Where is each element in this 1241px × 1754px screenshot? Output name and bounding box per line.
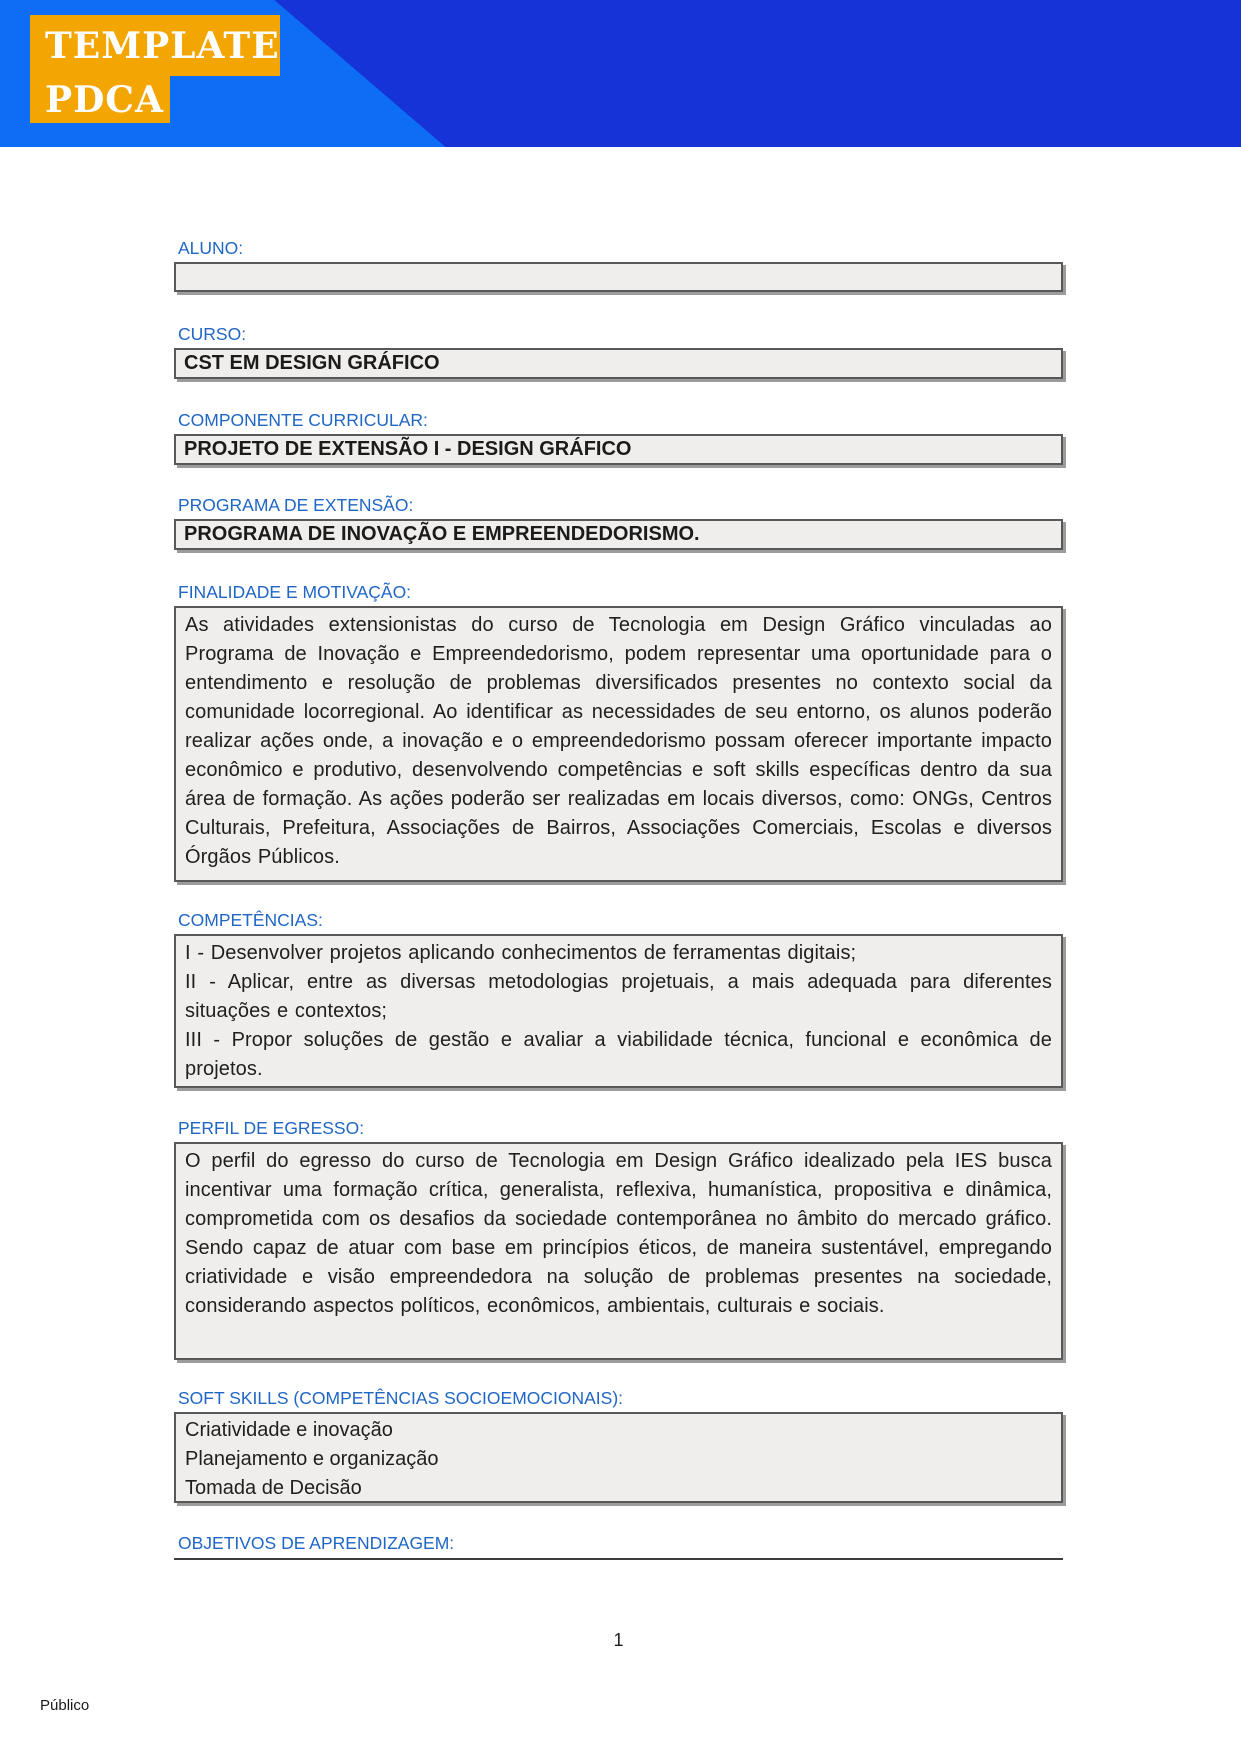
field-perfil-egresso	[174, 1117, 1063, 1360]
field-soft-skills-input[interactable]	[174, 1412, 1063, 1503]
field-aluno-label: ALUNO:	[178, 238, 244, 258]
field-programa-input[interactable]	[174, 519, 1063, 550]
field-programa-value: PROGRAMA DE INOVAÇÃO E EMPREENDEDORISMO.	[184, 523, 700, 545]
objetivos-divider-line	[174, 1558, 1063, 1560]
badge-line-pdca: PDCA	[30, 76, 170, 123]
soft-skill-item-1: Criatividade e inovação	[185, 1419, 393, 1441]
soft-skill-item-2: Planejamento e organização	[185, 1448, 439, 1470]
field-programa-label: PROGRAMA DE EXTENSÃO:	[178, 495, 414, 515]
competencia-item-1: I - Desenvolver projetos aplicando conhecimentos de ferramentas digitais;	[185, 942, 857, 964]
field-curso	[174, 323, 1063, 379]
classification-label: Público	[40, 1697, 90, 1714]
field-competencias	[174, 909, 1063, 1088]
field-aluno-input[interactable]	[174, 262, 1063, 292]
perfil-paragraph: O perfil do egresso do curso de Tecnologia em Design Gráfico idealizado pela IES busca incentivar uma formação crítica, generalista, reflexiva, humanística, propositiva e dinâmica, comprometida com os desafios da sociedade contemporânea no âmbito do mercado gráfico. Sendo capaz de atuar com base em princípios éticos, de maneira sustentável, empregando criatividade e visão empreendedora na solução de problemas presentes na sociedade, considerando aspectos políticos, econômicos, ambientais, culturais e sociais.	[185, 1150, 1052, 1317]
field-componente-label: COMPONENTE CURRICULAR:	[178, 410, 428, 430]
field-perfil-input[interactable]	[174, 1142, 1063, 1360]
field-competencias-input[interactable]	[174, 934, 1063, 1088]
field-curso-input[interactable]	[174, 348, 1063, 379]
field-soft-skills-label: SOFT SKILLS (COMPETÊNCIAS SOCIOEMOCIONAIS):	[178, 1388, 624, 1408]
page-number: 1	[613, 1630, 624, 1650]
field-componente-curricular	[174, 409, 1063, 465]
field-objetivos-label: OBJETIVOS DE APRENDIZAGEM:	[178, 1533, 455, 1553]
finalidade-paragraph: As atividades extensionistas do curso de Tecnologia em Design Gráfico vinculadas ao Programa de Inovação e Empreendedorismo, podem representar uma oportunidade para o entendimento e resolução de problemas diversificados presentes no contexto social da comunidade locorregional. Ao identificar as necessidades de seu entorno, os alunos poderão realizar ações onde, a inovação e o empreendedorismo possam oferecer importante impacto econômico e produtivo, desenvolvendo competências e soft skills específicas dentro da sua área de formação. As ações poderão ser realizadas em locais diversos, como: ONGs, Centros Culturais, Prefeitura, Associações de Bairros, Associações Comerciais, Escolas e diversos Órgãos Públicos.	[185, 614, 1052, 868]
field-competencias-label: COMPETÊNCIAS:	[178, 910, 323, 930]
field-aluno	[174, 237, 1063, 292]
field-finalidade-label: FINALIDADE E MOTIVAÇÃO:	[178, 582, 412, 602]
field-perfil-label: PERFIL DE EGRESSO:	[178, 1118, 365, 1138]
competencia-item-2: II - Aplicar, entre as diversas metodologias projetuais, a mais adequada para diferentes situações e contextos;	[185, 971, 1052, 1022]
field-objetivos-aprendizagem	[174, 1532, 1063, 1560]
field-curso-label: CURSO:	[178, 324, 247, 344]
banner	[0, 0, 1241, 147]
field-componente-value: PROJETO DE EXTENSÃO I - DESIGN GRÁFICO	[184, 438, 632, 460]
field-soft-skills	[174, 1387, 1063, 1503]
field-finalidade-input[interactable]	[174, 606, 1063, 882]
template-pdca-badge	[30, 15, 280, 123]
soft-skill-item-3: Tomada de Decisão	[185, 1477, 362, 1499]
field-finalidade-motivacao	[174, 581, 1063, 882]
badge-line-template: TEMPLATE	[30, 15, 280, 76]
field-programa-extensao	[174, 494, 1063, 550]
field-componente-input[interactable]	[174, 434, 1063, 465]
competencia-item-3: III - Propor soluções de gestão e avaliar a viabilidade técnica, funcional e econômica de projetos.	[185, 1029, 1052, 1080]
field-curso-value: CST EM DESIGN GRÁFICO	[184, 352, 440, 374]
